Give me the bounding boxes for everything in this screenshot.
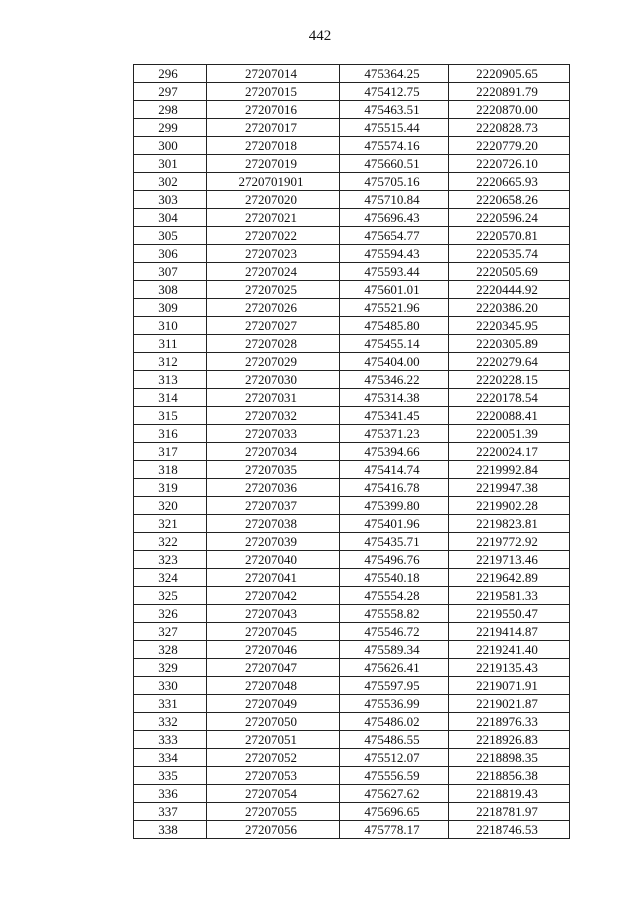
x-coordinate-cell: 475364.25 — [340, 65, 449, 83]
y-coordinate-cell: 2218819.43 — [449, 785, 570, 803]
point-id-cell: 27207048 — [207, 677, 340, 695]
point-id-cell: 27207042 — [207, 587, 340, 605]
row-index-cell: 300 — [134, 137, 207, 155]
x-coordinate-cell: 475540.18 — [340, 569, 449, 587]
row-index-cell: 325 — [134, 587, 207, 605]
y-coordinate-cell: 2218746.53 — [449, 821, 570, 839]
x-coordinate-cell: 475463.51 — [340, 101, 449, 119]
x-coordinate-cell: 475314.38 — [340, 389, 449, 407]
point-id-cell: 27207056 — [207, 821, 340, 839]
y-coordinate-cell: 2219550.47 — [449, 605, 570, 623]
y-coordinate-cell: 2220228.15 — [449, 371, 570, 389]
y-coordinate-cell: 2219713.46 — [449, 551, 570, 569]
x-coordinate-cell: 475394.66 — [340, 443, 449, 461]
row-index-cell: 320 — [134, 497, 207, 515]
row-index-cell: 319 — [134, 479, 207, 497]
point-id-cell: 27207022 — [207, 227, 340, 245]
row-index-cell: 321 — [134, 515, 207, 533]
point-id-cell: 27207023 — [207, 245, 340, 263]
row-index-cell: 308 — [134, 281, 207, 299]
table-row — [134, 551, 570, 569]
row-index-cell: 326 — [134, 605, 207, 623]
point-id-cell: 27207045 — [207, 623, 340, 641]
table-row — [134, 263, 570, 281]
point-id-cell: 27207047 — [207, 659, 340, 677]
row-index-cell: 332 — [134, 713, 207, 731]
point-id-cell: 27207014 — [207, 65, 340, 83]
point-id-cell: 27207039 — [207, 533, 340, 551]
row-index-cell: 323 — [134, 551, 207, 569]
y-coordinate-cell: 2220665.93 — [449, 173, 570, 191]
x-coordinate-cell: 475696.65 — [340, 803, 449, 821]
table-row — [134, 569, 570, 587]
y-coordinate-cell: 2220658.26 — [449, 191, 570, 209]
point-id-cell: 27207037 — [207, 497, 340, 515]
x-coordinate-cell: 475521.96 — [340, 299, 449, 317]
table-row — [134, 191, 570, 209]
row-index-cell: 337 — [134, 803, 207, 821]
point-id-cell: 27207017 — [207, 119, 340, 137]
y-coordinate-cell: 2219581.33 — [449, 587, 570, 605]
point-id-cell: 27207050 — [207, 713, 340, 731]
point-id-cell: 27207038 — [207, 515, 340, 533]
y-coordinate-cell: 2219414.87 — [449, 623, 570, 641]
x-coordinate-cell: 475554.28 — [340, 587, 449, 605]
point-id-cell: 27207051 — [207, 731, 340, 749]
point-id-cell: 27207041 — [207, 569, 340, 587]
row-index-cell: 335 — [134, 767, 207, 785]
y-coordinate-cell: 2220345.95 — [449, 317, 570, 335]
point-id-cell: 27207027 — [207, 317, 340, 335]
y-coordinate-cell: 2220779.20 — [449, 137, 570, 155]
row-index-cell: 318 — [134, 461, 207, 479]
table-row — [134, 281, 570, 299]
x-coordinate-cell: 475778.17 — [340, 821, 449, 839]
row-index-cell: 327 — [134, 623, 207, 641]
x-coordinate-cell: 475401.96 — [340, 515, 449, 533]
y-coordinate-cell: 2218898.35 — [449, 749, 570, 767]
y-coordinate-cell: 2219992.84 — [449, 461, 570, 479]
y-coordinate-cell: 2220870.00 — [449, 101, 570, 119]
y-coordinate-cell: 2220891.79 — [449, 83, 570, 101]
table-row — [134, 749, 570, 767]
x-coordinate-cell: 475486.02 — [340, 713, 449, 731]
y-coordinate-cell: 2220024.17 — [449, 443, 570, 461]
table-row — [134, 227, 570, 245]
y-coordinate-cell: 2218926.83 — [449, 731, 570, 749]
row-index-cell: 313 — [134, 371, 207, 389]
row-index-cell: 301 — [134, 155, 207, 173]
x-coordinate-cell: 475536.99 — [340, 695, 449, 713]
row-index-cell: 299 — [134, 119, 207, 137]
table-row — [134, 497, 570, 515]
row-index-cell: 306 — [134, 245, 207, 263]
table-row — [134, 137, 570, 155]
y-coordinate-cell: 2220279.64 — [449, 353, 570, 371]
row-index-cell: 305 — [134, 227, 207, 245]
row-index-cell: 324 — [134, 569, 207, 587]
table-row — [134, 353, 570, 371]
y-coordinate-cell: 2220535.74 — [449, 245, 570, 263]
point-id-cell: 27207049 — [207, 695, 340, 713]
point-id-cell: 27207054 — [207, 785, 340, 803]
row-index-cell: 309 — [134, 299, 207, 317]
x-coordinate-cell: 475404.00 — [340, 353, 449, 371]
table-row — [134, 83, 570, 101]
x-coordinate-cell: 475654.77 — [340, 227, 449, 245]
x-coordinate-cell: 475455.14 — [340, 335, 449, 353]
table-row — [134, 713, 570, 731]
row-index-cell: 328 — [134, 641, 207, 659]
table-row — [134, 623, 570, 641]
row-index-cell: 311 — [134, 335, 207, 353]
point-id-cell: 27207053 — [207, 767, 340, 785]
row-index-cell: 331 — [134, 695, 207, 713]
y-coordinate-cell: 2220051.39 — [449, 425, 570, 443]
x-coordinate-cell: 475512.07 — [340, 749, 449, 767]
x-coordinate-cell: 475496.76 — [340, 551, 449, 569]
table-row — [134, 245, 570, 263]
x-coordinate-cell: 475416.78 — [340, 479, 449, 497]
table-row — [134, 677, 570, 695]
table-row — [134, 461, 570, 479]
point-id-cell: 27207043 — [207, 605, 340, 623]
table-row — [134, 605, 570, 623]
row-index-cell: 329 — [134, 659, 207, 677]
x-coordinate-cell: 475346.22 — [340, 371, 449, 389]
y-coordinate-cell: 2218976.33 — [449, 713, 570, 731]
x-coordinate-cell: 475589.34 — [340, 641, 449, 659]
point-id-cell: 27207030 — [207, 371, 340, 389]
x-coordinate-cell: 475515.44 — [340, 119, 449, 137]
x-coordinate-cell: 475593.44 — [340, 263, 449, 281]
point-id-cell: 27207031 — [207, 389, 340, 407]
y-coordinate-cell: 2219823.81 — [449, 515, 570, 533]
point-id-cell: 27207018 — [207, 137, 340, 155]
x-coordinate-cell: 475574.16 — [340, 137, 449, 155]
table-row — [134, 407, 570, 425]
row-index-cell: 330 — [134, 677, 207, 695]
y-coordinate-cell: 2220505.69 — [449, 263, 570, 281]
point-id-cell: 27207036 — [207, 479, 340, 497]
table-row — [134, 731, 570, 749]
x-coordinate-cell: 475399.80 — [340, 497, 449, 515]
page-number: 442 — [308, 28, 332, 44]
x-coordinate-cell: 475485.80 — [340, 317, 449, 335]
row-index-cell: 338 — [134, 821, 207, 839]
x-coordinate-cell: 475414.74 — [340, 461, 449, 479]
x-coordinate-cell: 475696.43 — [340, 209, 449, 227]
row-index-cell: 333 — [134, 731, 207, 749]
point-id-cell: 27207040 — [207, 551, 340, 569]
table-row — [134, 389, 570, 407]
row-index-cell: 322 — [134, 533, 207, 551]
y-coordinate-cell: 2219772.92 — [449, 533, 570, 551]
row-index-cell: 315 — [134, 407, 207, 425]
table-row — [134, 155, 570, 173]
point-id-cell: 2720701901 — [207, 173, 340, 191]
x-coordinate-cell: 475486.55 — [340, 731, 449, 749]
point-id-cell: 27207055 — [207, 803, 340, 821]
y-coordinate-cell: 2220905.65 — [449, 65, 570, 83]
x-coordinate-cell: 475627.62 — [340, 785, 449, 803]
point-id-cell: 27207025 — [207, 281, 340, 299]
x-coordinate-cell: 475556.59 — [340, 767, 449, 785]
point-id-cell: 27207046 — [207, 641, 340, 659]
x-coordinate-cell: 475597.95 — [340, 677, 449, 695]
table-row — [134, 173, 570, 191]
point-id-cell: 27207033 — [207, 425, 340, 443]
y-coordinate-cell: 2219947.38 — [449, 479, 570, 497]
x-coordinate-cell: 475558.82 — [340, 605, 449, 623]
table-row — [134, 803, 570, 821]
y-coordinate-cell: 2219135.43 — [449, 659, 570, 677]
x-coordinate-cell: 475371.23 — [340, 425, 449, 443]
row-index-cell: 317 — [134, 443, 207, 461]
row-index-cell: 303 — [134, 191, 207, 209]
table-row — [134, 425, 570, 443]
x-coordinate-cell: 475546.72 — [340, 623, 449, 641]
y-coordinate-cell: 2219902.28 — [449, 497, 570, 515]
table-row — [134, 209, 570, 227]
row-index-cell: 312 — [134, 353, 207, 371]
table-row — [134, 767, 570, 785]
row-index-cell: 296 — [134, 65, 207, 83]
table-row — [134, 695, 570, 713]
row-index-cell: 316 — [134, 425, 207, 443]
table-row — [134, 371, 570, 389]
table-row — [134, 587, 570, 605]
y-coordinate-cell: 2219642.89 — [449, 569, 570, 587]
table-row — [134, 659, 570, 677]
x-coordinate-cell: 475710.84 — [340, 191, 449, 209]
point-id-cell: 27207029 — [207, 353, 340, 371]
y-coordinate-cell: 2218856.38 — [449, 767, 570, 785]
x-coordinate-cell: 475705.16 — [340, 173, 449, 191]
y-coordinate-cell: 2220596.24 — [449, 209, 570, 227]
table-row — [134, 317, 570, 335]
row-index-cell: 298 — [134, 101, 207, 119]
row-index-cell: 304 — [134, 209, 207, 227]
row-index-cell: 297 — [134, 83, 207, 101]
table-row — [134, 641, 570, 659]
row-index-cell: 334 — [134, 749, 207, 767]
row-index-cell: 336 — [134, 785, 207, 803]
y-coordinate-cell: 2219241.40 — [449, 641, 570, 659]
table-row — [134, 119, 570, 137]
coordinates-table-body — [134, 65, 570, 839]
x-coordinate-cell: 475660.51 — [340, 155, 449, 173]
y-coordinate-cell: 2219071.91 — [449, 677, 570, 695]
x-coordinate-cell: 475601.01 — [340, 281, 449, 299]
row-index-cell: 310 — [134, 317, 207, 335]
y-coordinate-cell: 2220088.41 — [449, 407, 570, 425]
x-coordinate-cell: 475341.45 — [340, 407, 449, 425]
table-row — [134, 299, 570, 317]
y-coordinate-cell: 2220570.81 — [449, 227, 570, 245]
x-coordinate-cell: 475412.75 — [340, 83, 449, 101]
point-id-cell: 27207035 — [207, 461, 340, 479]
row-index-cell: 314 — [134, 389, 207, 407]
x-coordinate-cell: 475626.41 — [340, 659, 449, 677]
table-row — [134, 515, 570, 533]
table-row — [134, 65, 570, 83]
coordinates-table — [133, 64, 570, 839]
point-id-cell: 27207021 — [207, 209, 340, 227]
point-id-cell: 27207028 — [207, 335, 340, 353]
point-id-cell: 27207016 — [207, 101, 340, 119]
y-coordinate-cell: 2219021.87 — [449, 695, 570, 713]
point-id-cell: 27207020 — [207, 191, 340, 209]
table-row — [134, 443, 570, 461]
table-row — [134, 821, 570, 839]
y-coordinate-cell: 2220828.73 — [449, 119, 570, 137]
point-id-cell: 27207019 — [207, 155, 340, 173]
y-coordinate-cell: 2220386.20 — [449, 299, 570, 317]
point-id-cell: 27207032 — [207, 407, 340, 425]
point-id-cell: 27207024 — [207, 263, 340, 281]
point-id-cell: 27207052 — [207, 749, 340, 767]
x-coordinate-cell: 475435.71 — [340, 533, 449, 551]
table-row — [134, 335, 570, 353]
row-index-cell: 307 — [134, 263, 207, 281]
point-id-cell: 27207015 — [207, 83, 340, 101]
x-coordinate-cell: 475594.43 — [340, 245, 449, 263]
y-coordinate-cell: 2220444.92 — [449, 281, 570, 299]
table-row — [134, 101, 570, 119]
table-row — [134, 785, 570, 803]
row-index-cell: 302 — [134, 173, 207, 191]
table-row — [134, 479, 570, 497]
y-coordinate-cell: 2220305.89 — [449, 335, 570, 353]
y-coordinate-cell: 2220726.10 — [449, 155, 570, 173]
table-row — [134, 533, 570, 551]
point-id-cell: 27207026 — [207, 299, 340, 317]
y-coordinate-cell: 2220178.54 — [449, 389, 570, 407]
y-coordinate-cell: 2218781.97 — [449, 803, 570, 821]
point-id-cell: 27207034 — [207, 443, 340, 461]
